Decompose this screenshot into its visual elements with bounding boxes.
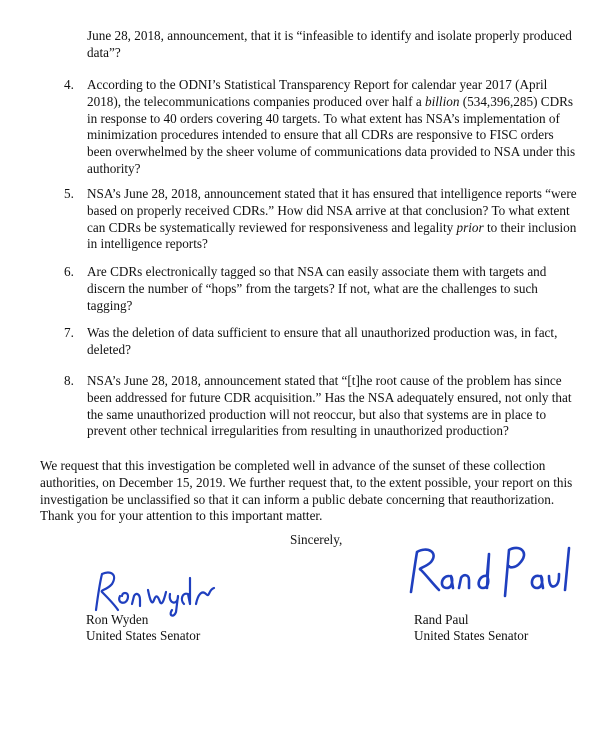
closing-paragraph: We request that this investigation be completed well in advance of the sunset of these collection authorities, on December 15, 2019. We further request that, to the extent possible, your report on this investigation be unclassified so that it can inform a public debate concerning that reauthorization. Thank you for your attention to this important matter. [40,458,573,524]
item-number: 7. [64,325,74,340]
signature-ron-wyden [88,560,223,620]
continuation-paragraph: June 28, 2018, announcement, that it is “infeasible to identify and isolate properly produced data”? [87,28,572,60]
item-text: NSA’s June 28, 2018, announcement stated that “[t]he root cause of the problem has since been addressed for future CDR acquisition.” Has the NSA adequately ensured, not only that the same unauthorized production will not reoccur, but also that systems are in place to prevent other technical irregularities from resulting in unauthorized production? [87,373,572,439]
list-item-4 [64,77,584,177]
item-number: 6. [64,264,74,279]
list-item-8 [64,373,584,443]
item-text: According to the ODNI’s Statistical Transparency Report for calendar year 2017 (April 2018), the telecommunications companies produced over half a billion (534,396,285) CDRs in response to 40 orders covering 40 targets. To what extent has NSA’s implementation of minimization procedures intended to ensure that all CDRs are responsive to FISC orders been overwhelmed by the sheer volume of communications data provided to NSA under this authority? [87,77,576,176]
signature-rand-paul [405,540,580,600]
signatory-title-paul: United States Senator [414,628,529,643]
item-number: 8. [64,373,74,388]
emphasis-prior: prior [456,219,484,235]
list-item-6 [64,264,584,316]
item-text: Are CDRs electronically tagged so that NSA can easily associate them with targets and discern the number of “hops” from the targets? If not, what are the challenges to such tagging? [87,264,547,313]
item-number: 5. [64,186,74,201]
list-item-7 [64,325,584,361]
signatory-name-paul: Rand Paul [414,612,469,627]
signatory-title-wyden: United States Senator [86,628,201,643]
emphasis-billion: billion [425,93,460,109]
list-item-5 [64,186,584,256]
sincerely-line: Sincerely, [290,532,343,547]
signatory-name-wyden: Ron Wyden [86,612,149,627]
item-number: 4. [64,77,74,92]
item-text: Was the deletion of data sufficient to ensure that all unauthorized production was, in fact, deleted? [87,325,558,357]
item-text: NSA’s June 28, 2018, announcement stated that it has ensured that intelligence reports “were based on properly received CDRs.” How did NSA arrive at that conclusion? To what extent can CDRs be systematically reviewed for responsiveness and legality prior to their inclusion in intelligence reports? [87,186,577,252]
